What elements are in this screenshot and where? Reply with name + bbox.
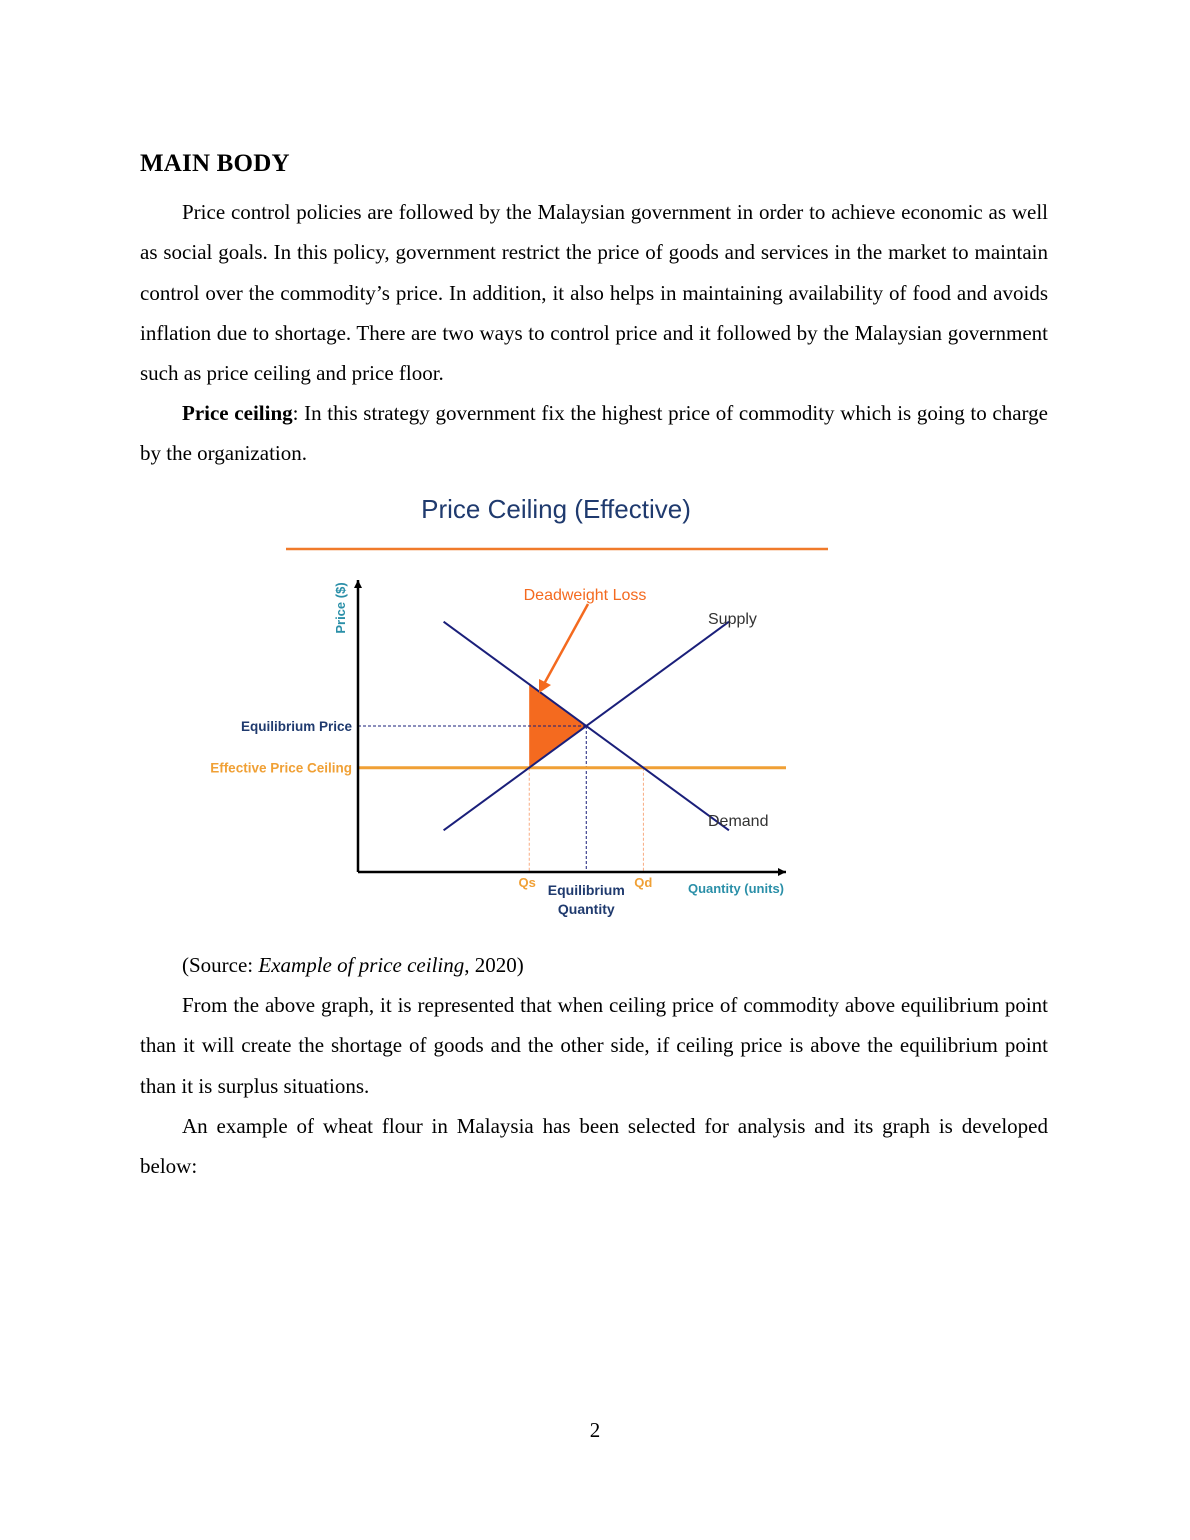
x-axis-arrow	[778, 868, 786, 876]
qs-label: Qs	[518, 875, 536, 890]
x-axis-label: Quantity (units)	[687, 881, 784, 896]
source-title: Example of price ceiling	[258, 953, 465, 977]
wheat-flour-paragraph: An example of wheat flour in Malaysia has been selected for analysis and its graph is developed below:	[140, 1114, 1048, 1179]
graph-explanation-paragraph: From the above graph, it is represented that when ceiling price of commodity above equilibrium point than it will create the shortage of goods and the other side, if ceiling price is above the equilibrium point than it is surplus situations.	[140, 993, 1048, 1098]
price-ceiling-chart	[190, 486, 840, 926]
equilibrium-quantity-label-line2: Quantity	[557, 901, 615, 917]
deadweight-loss-area	[529, 684, 586, 767]
y-axis-arrow	[354, 580, 362, 588]
deadweight-arrow-shaft	[544, 604, 588, 684]
price-ceiling-label: Effective Price Ceiling	[210, 760, 352, 776]
price-ceiling-term: Price ceiling	[182, 401, 293, 425]
deadweight-loss-label: Deadweight Loss	[523, 587, 647, 604]
section-heading: MAIN BODY	[140, 150, 290, 177]
page-number: 2	[589, 1418, 601, 1442]
intro-paragraph: Price control policies are followed by the Malaysian government in order to achieve economic as well as social goals. In this policy, government restrict the price of goods and services in the market to maintain control over the commodity’s price. In addition, it also helps in maintaining availability of food and avoids inflation due to shortage. There are two ways to control price and it followed by the Malaysian government such as price ceiling and price floor.	[140, 200, 1048, 386]
qd-label: Qd	[634, 875, 653, 890]
price-ceiling-paragraph	[140, 393, 1048, 474]
price-ceiling-figure	[190, 486, 840, 926]
supply-label: Supply	[708, 611, 757, 628]
equilibrium-quantity-label-line1: Equilibrium	[547, 882, 625, 898]
y-axis-label: Price ($)	[333, 582, 348, 634]
price-ceiling-definition: : In this strategy government fix the highest price of commodity which is going to charge by the organization.	[140, 401, 1048, 466]
equilibrium-price-label: Equilibrium Price	[240, 719, 352, 734]
demand-label: Demand	[708, 813, 769, 830]
source-suffix: , 2020)	[464, 953, 524, 977]
source-prefix: (Source:	[182, 953, 259, 977]
chart-title: Price Ceiling (Effective)	[421, 494, 691, 524]
source-citation	[140, 945, 1048, 985]
